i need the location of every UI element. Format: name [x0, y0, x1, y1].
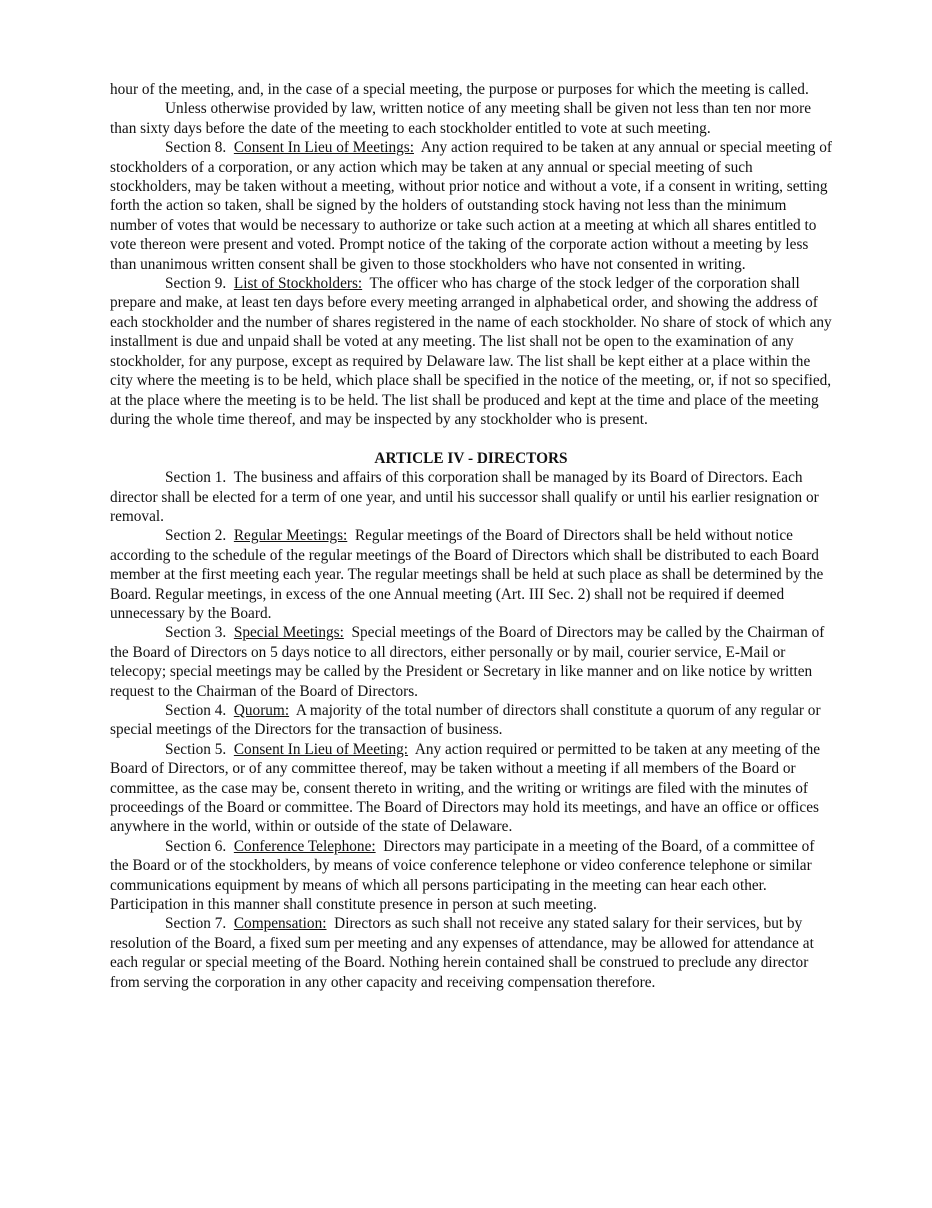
article-heading: ARTICLE IV - DIRECTORS [374, 449, 568, 467]
section-title: Compensation: [233, 915, 327, 933]
section-title: Consent In Lieu of Meeting: [233, 740, 409, 758]
section-title: Special Meetings: [233, 624, 344, 642]
section-text: Directors may participate in a meeting of the Board, of a committee of the Board or of the stockholders, by means of voice conference telephone or video conference telephone or similar communications equipment by means of which all persons participating in the meeting can hear each other. Participation in this manner shall constitute presence in person at such meeting. [110, 837, 815, 914]
art4-section-1 [110, 468, 832, 526]
section-title: Conference Telephone: [233, 837, 376, 855]
section-label: Section 3. [165, 624, 227, 642]
section-text: Special meetings of the Board of Directors may be called by the Chairman of the Board of Directors on 5 days notice to all directors, either personally or by mail, courier service, E-Mail or telecopy; special meetings may be called by the President or Secretary in like manner and on like notice by written request to the Chairman of the Board of Directors. [110, 624, 825, 700]
art4-section-7 [110, 914, 832, 992]
section-text: The business and affairs of this corporation shall be managed by its Board of Directors. Each director shall be elected for a term of one year, and until his successor shall qualify or until his earlier resignation or removal. [110, 469, 819, 525]
art4-section-3 [110, 623, 832, 701]
spacer [110, 429, 832, 448]
continuation-paragraph: hour of the meeting, and, in the case of a special meeting, the purpose or purposes for which the meeting is called. [110, 81, 809, 98]
section-label: Section 2. [165, 527, 227, 545]
section-label: Section 6. [165, 837, 227, 855]
section-text: Regular meetings of the Board of Directors shall be held without notice according to the schedule of the regular meetings of the Board of Directors which shall be distributed to each Board member at the first meeting each year. The regular meetings shall be held at such place as shall be determined by the Board. Regular meetings, in excess of the one Annual meeting (Art. III Sec. 2) shall not be required if deemed unnecessary by the Board. [110, 527, 824, 622]
art4-section-2 [110, 526, 832, 623]
section-title: Regular Meetings: [233, 527, 348, 545]
section-title: Quorum: [233, 701, 290, 719]
art3-section-8 [110, 138, 832, 274]
notice-paragraph: Unless otherwise provided by law, written notice of any meeting shall be given not less than ten nor more than sixty days before the date of the meeting to each stockholder entitled to vote at such meeting. [110, 100, 811, 137]
art4-section-6 [110, 837, 832, 915]
art4-section-5 [110, 740, 832, 837]
art3-section-9 [110, 274, 832, 429]
section-label: Section 7. [165, 915, 227, 933]
section-title: Consent In Lieu of Meetings: [233, 139, 414, 157]
section-text: Any action required to be taken at any annual or special meeting of stockholders of a corporation, or any action which may be taken at any annual or special meeting of such stockholders, may be taken without a meeting, without prior notice and without a vote, if a consent in writing, setting forth the action so taken, shall be signed by the holders of outstanding stock having not less than the minimum number of votes that would be necessary to authorize or take such action at a meeting at which all shares entitled to vote thereon were present and voted. Prompt notice of the taking of the corporate action without a meeting by less than unanimous written consent shall be given to those stockholders who have not consented in writing. [110, 139, 832, 273]
section-title: List of Stockholders: [233, 275, 363, 293]
section-label: Section 8. [165, 139, 227, 157]
art4-section-4 [110, 701, 832, 740]
section-text: The officer who has charge of the stock ledger of the corporation shall prepare and make, at least ten days before every meeting arranged in alphabetical order, and showing the address of each stockholder and the number of shares registered in the name of each stockholder. No share of stock of which any installment is due and unpaid shall be voted at any meeting. The list shall not be open to the examination of any stockholder, for any purpose, except as required by Delaware law. The list shall be kept either at a place within the city where the meeting is to be held, which place shall be specified in the notice of the meeting, or, if not so specified, at the place where the meeting is to be held. The list shall be produced and kept at the time and place of the meeting during the whole time thereof, and may be inspected by any stockholder who is present. [110, 275, 832, 428]
section-text: A majority of the total number of directors shall constitute a quorum of any regular or special meetings of the Directors for the transaction of business. [110, 701, 821, 739]
section-label: Section 4. [165, 701, 227, 719]
section-label: Section 5. [165, 740, 227, 758]
section-text: Directors as such shall not receive any stated salary for their services, but by resolution of the Board, a fixed sum per meeting and any expenses of attendance, may be allowed for attendance at each regular or special meeting of the Board. Nothing herein contained shall be construed to preclude any director from serving the corporation in any other capacity and receiving compensation therefore. [110, 915, 814, 991]
section-label: Section 9. [165, 275, 227, 293]
section-text: Any action required or permitted to be taken at any meeting of the Board of Directors, or of any committee thereof, may be taken without a meeting if all members of the Board or committee, as the case may be, consent thereto in writing, and the writing or writings are filed with the minutes of proceedings of the Board or committee. The Board of Directors may hold its meetings, and have an office or offices anywhere in the world, within or outside of the state of Delaware. [110, 740, 821, 836]
section-label: Section 1. [165, 469, 227, 487]
